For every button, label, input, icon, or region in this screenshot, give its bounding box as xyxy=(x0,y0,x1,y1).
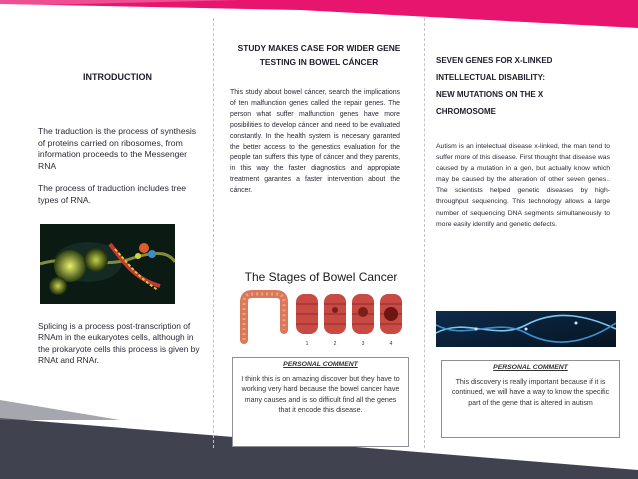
pink-header-band xyxy=(0,0,638,28)
study-body-text: This study about bowel cáncer, search the implications of ten malfunction genes called the repair genes. The person what suffer malfunction genes have more posibilities to develop cáncer and need to be evaluated constantly. In the health system is necesary garanted the better access to the genestics evaluation for the people tan suffers this type of cáncer and they parents, in this way the faster diagnostics and appropiate treatment garantes a faster intervention about the cáncer. xyxy=(230,89,400,195)
personal-comment-box-right xyxy=(441,360,620,438)
stage-segment-2 xyxy=(324,294,346,334)
stage-number-4: 4 xyxy=(389,341,393,347)
seven-genes-body-text: Autism is an intelectual disease x-linked, the man tend to suffer more of this disease. First thought that disease was caused by a mutation in a gen, but actually know which may be caused by the alteration of other seven genes.. The scientists helped genetic diseases by high-throughput sequencing. This technology allows a large number of sequencing DNA segments simultaneously to more easily identify and genetic defects. xyxy=(436,143,610,228)
bowel-figure-title: The Stages of Bowel Cancer xyxy=(244,270,398,284)
heading-line-1: SEVEN GENES FOR X-LINKED xyxy=(436,56,553,65)
heading-line-3: NEW MUTATIONS ON THE X xyxy=(436,90,544,99)
column-divider-left xyxy=(213,18,214,448)
intro-paragraph-1: The traduction is the process of synthesis of proteins carried on ribosomes, from information proceeds to the Messenger RNA xyxy=(38,126,197,171)
intro-paragraph-3: Splicing is a process post-transcription of RNAm in the eukaryotes cells, although in the prokaryote cells this process is given by RNAt and RNAr. xyxy=(38,321,200,365)
stage-segment-3 xyxy=(352,294,374,334)
seven-genes-heading xyxy=(436,52,616,120)
stage-segment-4 xyxy=(380,294,402,334)
study-heading: STUDY MAKES CASE FOR WIDER GENE TESTING IN BOWEL CÁNCER xyxy=(237,43,401,67)
colon-illustration xyxy=(244,294,284,340)
stage-number-3: 3 xyxy=(361,341,365,347)
dna-sequencing-image xyxy=(436,311,616,347)
personal-comment-text: This discovery is really important because if it is continued, we will have a way to know the specific part of the gene that is altered in autism xyxy=(451,378,610,407)
intro-paragraph-2: The process of traduction includes tree types of RNA. xyxy=(38,183,187,205)
personal-comment-heading: PERSONAL COMMENT xyxy=(493,364,568,371)
stage-number-2: 2 xyxy=(333,341,337,347)
introduction-heading: INTRODUCTION xyxy=(83,72,152,82)
bowel-cancer-stages-figure xyxy=(236,270,406,348)
heading-line-4: CHROMOSOME xyxy=(436,107,496,116)
column-divider-right xyxy=(424,18,425,448)
personal-comment-text: I think this is on amazing discover but they have to working very hard because the bowel cancer have many causes and is so difficult find all the genes that it encode this disease. xyxy=(241,375,400,415)
personal-comment-box-middle xyxy=(232,357,409,447)
translation-illustration xyxy=(40,224,175,304)
stage-number-1: 1 xyxy=(305,341,309,347)
heading-line-2: INTELLECTUAL DISABILITY: xyxy=(436,73,546,82)
personal-comment-heading: PERSONAL COMMENT xyxy=(283,361,358,368)
stage-segment-1 xyxy=(296,294,318,334)
